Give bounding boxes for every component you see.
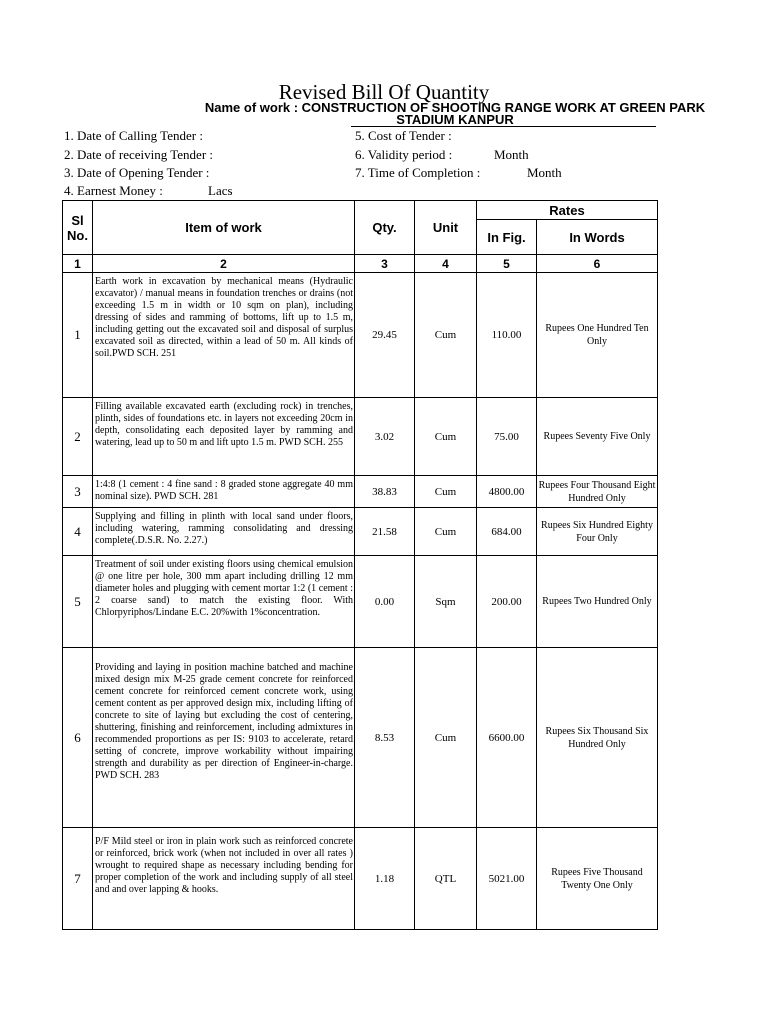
row-qty: 0.00 (355, 556, 415, 648)
row-qty: 8.53 (355, 648, 415, 828)
row-rate-fig: 75.00 (477, 398, 537, 476)
header-rule (351, 126, 656, 127)
row-item-description: 1:4:8 (1 cement : 4 fine sand : 8 graded stone aggregate 40 mm nominal size). PWD SCH. 281 (93, 476, 355, 508)
row-item-description: Providing and laying in position machine batched and machine mixed design mix M-25 grade cement concrete for reinforced cement concrete for reinforced cement concrete work, using cement content as per approved design mix, including lifting of concrete to site of laying but excluding the cost of centering, shuttering, finishing and reinforcement, including admixtures in recommended proportions as per IS: 9103 to accelerate, retard setting of concrete, improve workability without impairing strength and durability as per direction of Engineer-in-charge. PWD SCH. 283 (93, 648, 355, 828)
row-rate-words: Rupees Two Hundred Only (537, 556, 658, 648)
row-unit: Cum (415, 398, 477, 476)
column-number: 5 (477, 255, 537, 273)
row-rate-fig: 200.00 (477, 556, 537, 648)
validity-period-label: 6. Validity period : (355, 147, 453, 162)
row-sl: 2 (63, 398, 93, 476)
cost-of-tender-label: 5. Cost of Tender : (355, 128, 452, 143)
date-receiving-label: 2. Date of receiving Tender : (64, 147, 214, 162)
row-rate-fig: 5021.00 (477, 828, 537, 930)
row-item-description: Filling available excavated earth (excluding rock) in trenches, plinth, sides of foundations etc. in layers not exceeding 20cm in depth, consolidating each deposited layer by ramming and watering, lead up to 50 m and lift upto 1.5 m. PWD SCH. 255 (93, 398, 355, 476)
row-rate-words: Rupees Six Thousand Six Hundred Only (537, 648, 658, 828)
row-rate-words: Rupees Seventy Five Only (537, 398, 658, 476)
row-sl: 6 (63, 648, 93, 828)
header-in-words: In Words (537, 220, 658, 255)
header-row (63, 201, 658, 220)
row-unit: Cum (415, 648, 477, 828)
row-qty: 29.45 (355, 273, 415, 398)
column-number-row (63, 255, 658, 273)
row-sl: 3 (63, 476, 93, 508)
table-row (63, 273, 658, 398)
row-item-description: Earth work in excavation by mechanical means (Hydraulic excavator) / manual means in foundation trenches or drains (not exceeding 1.5 m in width or 10 sqm on plan), including dressing of sides and ramming of bottoms, lift up to 1.5 m, including getting out the excavated soil and disposal of surplus excavated soil as directed, within a lead of 50 m. All kinds of soil.PWD SCH. 251 (93, 273, 355, 398)
table-row (63, 508, 658, 556)
boq-table (62, 200, 658, 930)
table-row (63, 476, 658, 508)
column-number: 2 (93, 255, 355, 273)
header-unit: Unit (415, 201, 477, 255)
work-name-line2: STADIUM KANPUR (396, 112, 514, 124)
table-row (63, 828, 658, 930)
row-rate-words: Rupees Five Thousand Twenty One Only (537, 828, 658, 930)
row-sl: 7 (63, 828, 93, 930)
header-rates: Rates (477, 201, 658, 220)
row-rate-fig: 684.00 (477, 508, 537, 556)
column-number: 4 (415, 255, 477, 273)
row-unit: Cum (415, 508, 477, 556)
row-rate-words: Rupees One Hundred Ten Only (537, 273, 658, 398)
work-name-line1: Name of work : CONSTRUCTION OF SHOOTING RANGE WORK AT GREEN PARK (204, 100, 706, 115)
row-item-description: Treatment of soil under existing floors using chemical emulsion @ one litre per hole, 300 mm apart including drilling 12 mm diameter holes and plugging with cement mortar 1:2 (1 cement : 2 coarse sand) to match the existing floor. With Chlorpyriphos/Lindane E.C. 20%with 1%concentration. (93, 556, 355, 648)
row-rate-fig: 4800.00 (477, 476, 537, 508)
table-row (63, 556, 658, 648)
work-name-block (0, 100, 768, 124)
row-rate-fig: 6600.00 (477, 648, 537, 828)
row-qty: 21.58 (355, 508, 415, 556)
row-rate-words: Rupees Six Hundred Eighty Four Only (537, 508, 658, 556)
table-row (63, 398, 658, 476)
row-unit: Cum (415, 273, 477, 398)
row-qty: 38.83 (355, 476, 415, 508)
column-number: 3 (355, 255, 415, 273)
row-sl: 5 (63, 556, 93, 648)
earnest-money-unit: Lacs (208, 183, 233, 198)
validity-period-unit: Month (494, 147, 529, 162)
row-unit: Sqm (415, 556, 477, 648)
column-number: 1 (63, 255, 93, 273)
row-rate-words: Rupees Four Thousand Eight Hundred Only (537, 476, 658, 508)
row-item-description: Supplying and filling in plinth with local sand under floors, including watering, ramming consolidating and dressing complete(.D.S.R. No. 2.27.) (93, 508, 355, 556)
page-title: Revised Bill Of Quantity (278, 80, 490, 104)
row-unit: Cum (415, 476, 477, 508)
date-opening-label: 3. Date of Opening Tender : (64, 165, 210, 180)
date-calling-label: 1. Date of Calling Tender : (64, 128, 203, 143)
row-rate-fig: 110.00 (477, 273, 537, 398)
row-unit: QTL (415, 828, 477, 930)
row-qty: 3.02 (355, 398, 415, 476)
header-in-fig: In Fig. (477, 220, 537, 255)
table-row (63, 648, 658, 828)
row-qty: 1.18 (355, 828, 415, 930)
row-sl: 1 (63, 273, 93, 398)
row-sl: 4 (63, 508, 93, 556)
header-item-of-work: Item of work (93, 201, 355, 255)
header-sl-no: Sl No. (63, 201, 93, 255)
header-qty: Qty. (355, 201, 415, 255)
row-item-description: P/F Mild steel or iron in plain work such as reinforced concrete or reinforced, brick work (when not included in over all rates ) wrought to required shape as necessary including bending for proper completion of the work and including supply of all steel and and over lapping & hooks. (93, 828, 355, 930)
column-number: 6 (537, 255, 658, 273)
earnest-money-label: 4. Earnest Money : (64, 183, 163, 198)
time-of-completion-label: 7. Time of Completion : (355, 165, 481, 180)
time-of-completion-unit: Month (527, 165, 562, 180)
